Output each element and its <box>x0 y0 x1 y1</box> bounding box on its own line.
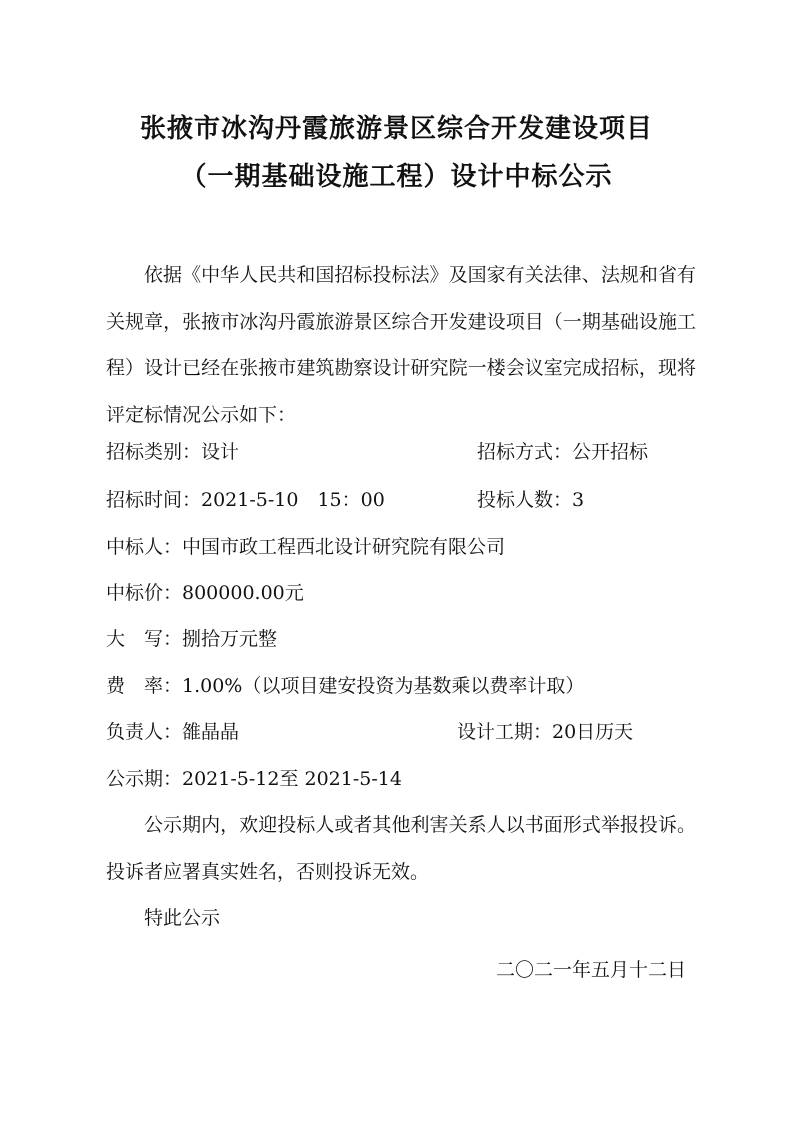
document-title-line-2: （一期基础设施工程）设计中标公示 <box>180 162 613 192</box>
row-rate <box>106 671 696 701</box>
field-design-period: 设计工期：20日历天 <box>457 721 634 743</box>
document-title-line-1: 张掖市冰沟丹霞旅游景区综合开发建设项目 <box>139 114 653 144</box>
intro-paragraph: 依据《中华人民共和国招标投标法》及国家有关法律、法规和省有关规章，张掖市冰沟丹霞旅游景区综合开发建设项目（一期基础设施工程）设计已经在张掖市建筑勘察设计研究院一楼会议室完成招标，现将评定标情况公示如下： <box>106 264 696 426</box>
field-price-upper: 大 写：捌拾万元整 <box>106 628 278 650</box>
field-responsible: 负责人：雒晶晶 <box>106 721 240 743</box>
field-bidders: 投标人数：3 <box>477 489 585 511</box>
complaint-paragraph: 公示期内，欢迎投标人或者其他利害关系人以书面形式举报投诉。投诉者应署真实姓名，否则投诉无效。 <box>106 814 696 883</box>
field-notice-period: 公示期：2021-5-12至 2021-5-14 <box>106 768 402 790</box>
intro-section <box>106 252 696 438</box>
row-price <box>106 578 696 608</box>
row-responsible-period <box>106 717 696 747</box>
field-rate: 费 率：1.00%（以项目建安投资为基数乘以费率计取） <box>106 675 585 697</box>
document-date: 二〇二一年五月十二日 <box>495 959 686 981</box>
field-category: 招标类别：设计 <box>106 441 240 463</box>
row-winner <box>106 532 696 562</box>
field-time: 招标时间：2021-5-10 15：00 <box>106 489 385 511</box>
row-notice-period <box>106 764 696 794</box>
field-method: 招标方式：公开招标 <box>477 441 649 463</box>
field-winner: 中标人：中国市政工程西北设计研究院有限公司 <box>106 536 506 558</box>
complaint-section <box>106 802 696 895</box>
closing-text: 特此公示 <box>144 907 221 929</box>
field-price: 中标价：800000.00元 <box>106 582 304 604</box>
row-time-bidders <box>106 485 696 515</box>
row-price-upper <box>106 624 696 654</box>
row-category-method <box>106 437 696 467</box>
